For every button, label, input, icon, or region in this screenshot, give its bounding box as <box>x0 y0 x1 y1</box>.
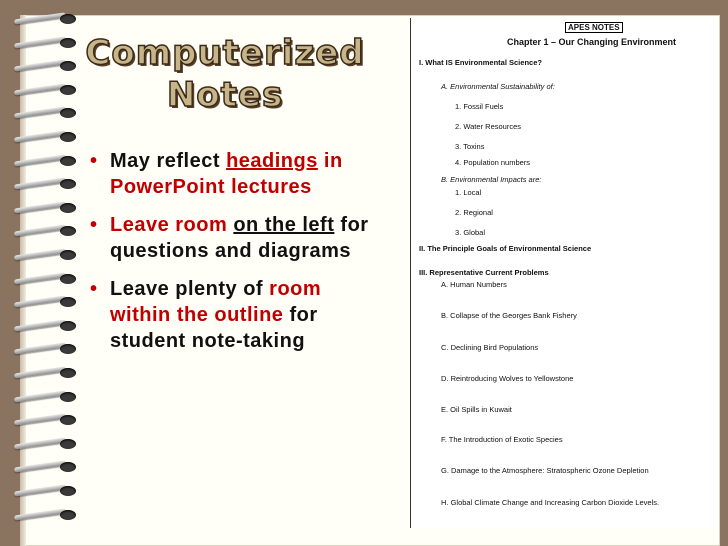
spiral-wire <box>14 461 66 473</box>
chapter-heading: Chapter 1 – Our Changing Environment <box>507 37 677 47</box>
notes-document-image <box>410 18 717 528</box>
bullet-text: Leave plenty of <box>110 278 270 300</box>
spiral-wire <box>14 201 66 213</box>
binding-hole <box>60 203 76 213</box>
outline-line: F. The Introduction of Exotic Species <box>441 435 563 444</box>
binding-hole <box>60 132 76 142</box>
spiral-ring <box>10 458 80 476</box>
bullet-text: on the left <box>233 214 335 236</box>
bullet-text: headings <box>226 150 318 172</box>
binding-hole <box>60 156 76 166</box>
binding-hole <box>60 226 76 236</box>
bullet-list <box>88 148 373 366</box>
bullet-text: in PowerPoint lectures <box>110 150 343 198</box>
spiral-wire <box>14 390 66 402</box>
spiral-wire <box>14 178 66 190</box>
binding-hole <box>60 85 76 95</box>
spiral-wire <box>14 366 66 378</box>
spiral-wire <box>14 12 66 24</box>
spiral-ring <box>10 34 80 52</box>
outline-line: I. What IS Environmental Science? <box>419 58 542 67</box>
bullet-text: May reflect <box>110 150 227 172</box>
spiral-wire <box>14 437 66 449</box>
spiral-ring <box>10 175 80 193</box>
spiral-binding <box>0 10 80 540</box>
binding-hole <box>60 297 76 307</box>
spiral-wire <box>14 248 66 260</box>
outline-line: 3. Toxins <box>455 142 485 151</box>
outline-line: 2. Regional <box>455 208 493 217</box>
bullet-marker: • <box>90 214 98 236</box>
outline-line: C. Declining Bird Populations <box>441 343 539 352</box>
outline-line: 2. Water Resources <box>455 122 521 131</box>
spiral-ring <box>10 81 80 99</box>
spiral-wire <box>14 272 66 284</box>
binding-hole <box>60 462 76 472</box>
outline-line: 1. Fossil Fuels <box>455 102 504 111</box>
spiral-ring <box>10 435 80 453</box>
binding-hole <box>60 486 76 496</box>
spiral-wire <box>14 154 66 166</box>
outline-line: III. Representative Current Problems <box>419 268 549 277</box>
spiral-ring <box>10 10 80 28</box>
spiral-ring <box>10 506 80 524</box>
bullet-marker: • <box>90 150 98 172</box>
outline-line: 1. Local <box>455 188 482 197</box>
spiral-wire <box>14 83 66 95</box>
spiral-wire <box>14 319 66 331</box>
bullet-text: for student note-taking <box>110 304 318 352</box>
binding-hole <box>60 61 76 71</box>
spiral-wire <box>14 414 66 426</box>
spiral-ring <box>10 411 80 429</box>
binding-hole <box>60 439 76 449</box>
spiral-wire <box>14 60 66 72</box>
outline-line: A. Environmental Sustainability of: <box>441 82 555 91</box>
binding-hole <box>60 392 76 402</box>
spiral-wire <box>14 484 66 496</box>
bullet-item <box>88 148 373 200</box>
spiral-ring <box>10 246 80 264</box>
outline-line: 3. Global <box>455 228 486 237</box>
spiral-ring <box>10 222 80 240</box>
binding-hole <box>60 108 76 118</box>
outline-line: E. Oil Spills in Kuwait <box>441 405 512 414</box>
binding-hole <box>60 274 76 284</box>
binding-hole <box>60 250 76 260</box>
spiral-wire <box>14 107 66 119</box>
outline-line: H. Global Climate Change and Increasing Carbon Dioxide Levels. <box>441 498 660 507</box>
spiral-ring <box>10 482 80 500</box>
outline-line: 4. Population numbers <box>455 158 531 167</box>
binding-hole <box>60 321 76 331</box>
apes-notes-tag: APES NOTES <box>565 22 623 33</box>
spiral-wire <box>14 36 66 48</box>
outline-line: II. The Principle Goals of Environmental Science <box>419 244 592 253</box>
spiral-wire <box>14 130 66 142</box>
title-line-2: Notes <box>166 75 284 115</box>
bullet-text: room within the outline <box>110 278 322 326</box>
spiral-ring <box>10 104 80 122</box>
outline-line: B. Collapse of the Georges Bank Fishery <box>441 311 577 320</box>
spiral-wire <box>14 508 66 520</box>
spiral-wire <box>14 343 66 355</box>
spiral-ring <box>10 317 80 335</box>
spiral-ring <box>10 364 80 382</box>
outline-line: D. Reintroducing Wolves to Yellowstone <box>441 374 574 383</box>
spiral-ring <box>10 199 80 217</box>
outline-line: B. Environmental Impacts are: <box>441 175 542 184</box>
spiral-wire <box>14 296 66 308</box>
bullet-marker: • <box>90 278 98 300</box>
bullet-item <box>88 276 373 354</box>
slide-title <box>75 32 375 116</box>
spiral-ring <box>10 270 80 288</box>
bullet-item <box>88 212 373 264</box>
spiral-ring <box>10 293 80 311</box>
bullet-text: Leave room <box>110 214 234 236</box>
spiral-ring <box>10 388 80 406</box>
spiral-ring <box>10 57 80 75</box>
binding-hole <box>60 14 76 24</box>
spiral-ring <box>10 340 80 358</box>
title-line-1: Computerized <box>85 33 365 73</box>
binding-hole <box>60 368 76 378</box>
binding-hole <box>60 510 76 520</box>
outline-line: G. Damage to the Atmosphere: Stratospheric Ozone Depletion <box>441 466 649 475</box>
spiral-wire <box>14 225 66 237</box>
spiral-ring <box>10 128 80 146</box>
outline-line: A. Human Numbers <box>441 280 507 289</box>
binding-hole <box>60 38 76 48</box>
binding-hole <box>60 179 76 189</box>
binding-hole <box>60 344 76 354</box>
binding-hole <box>60 415 76 425</box>
spiral-ring <box>10 152 80 170</box>
bullet-text: for questions and diagrams <box>110 214 369 262</box>
